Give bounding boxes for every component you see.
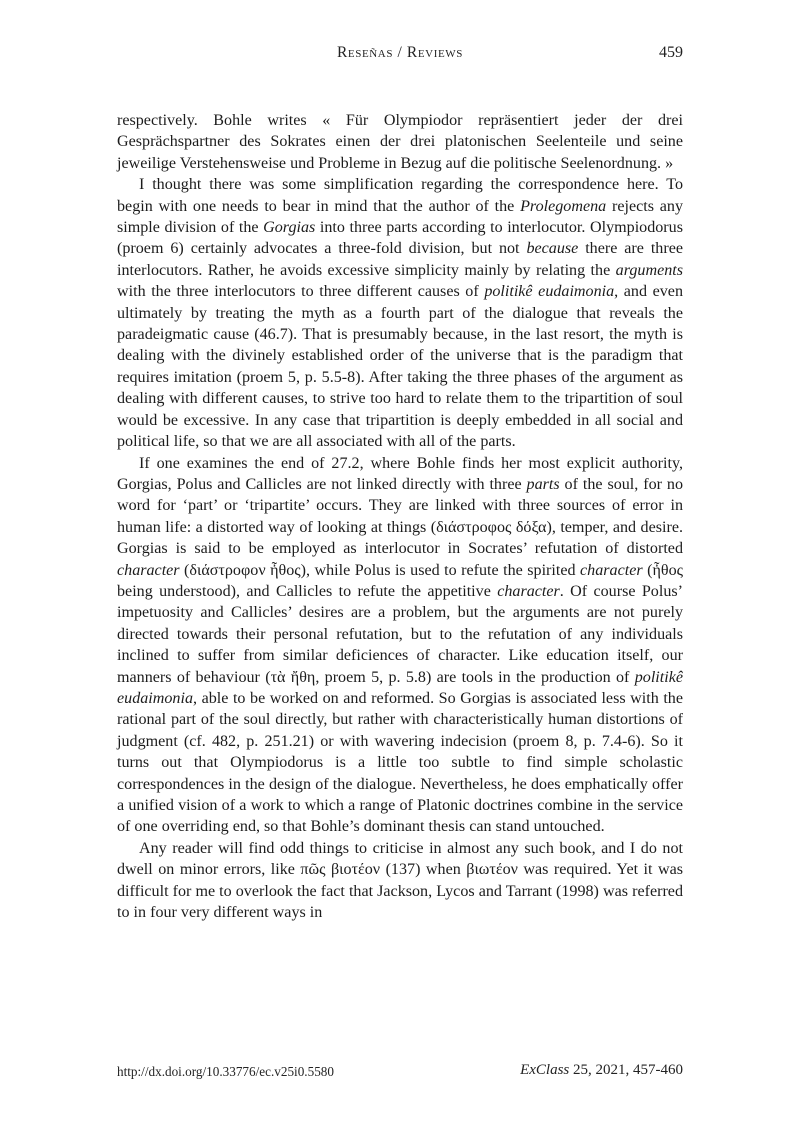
text-run: , able to be worked on and reformed. So Gorgias is associated less with the rational part of the soul directly, but rather with characteristically human distortions of judgment (cf. 482, p. 251.21) or with wavering indecision (proem 8, p. 7.4-6). So it turns out that Olympiodorus is a little too subtle to find simple scholastic correspondences in the design of the dialogue. Nevertheless, he does emphatically offer a unified vision of a work to which a range of Platonic doctrines combine in the service of one overriding end, so that Bohle’s dominant thesis can stand untouched. xyxy=(117,689,683,836)
text-run: Any reader will find odd things to criticise in almost any such book, and I do not dwell on minor errors, like πῶς βιοτέον (137) when βιωτέον was required. Yet it was difficult for me to overlook the fact that Jackson, Lycos and Tarrant (1998) was referred to in four very different ways in xyxy=(117,839,683,922)
body-text xyxy=(117,110,683,923)
italic-run: Gorgias xyxy=(263,219,316,237)
page-number: 459 xyxy=(659,44,683,61)
page-header xyxy=(117,44,683,66)
citation-rest: 25, 2021, 457-460 xyxy=(569,1062,683,1078)
paragraph xyxy=(117,110,683,174)
page-footer xyxy=(117,1062,683,1084)
italic-run: politikê eudaimonia xyxy=(117,668,683,707)
text-run: If one examines the end of 27.2, where Bohle finds her most explicit authority, Gorgias, Polus and Callicles are not linked directly with three xyxy=(117,454,683,493)
text-run: rejects any simple division of the xyxy=(117,197,683,237)
text-run: . Of course Polus’ impetuosity and Callicles’ desires are a problem, but the arguments are not purely directed towards their personal refutation, but to the refutation of any individuals inclined to suffer from similar deficiences of character. Like education itself, our manners of behaviour (τὰ ἤθη, proem 5, p. 5.8) are tools in the production of xyxy=(117,582,683,686)
paragraph xyxy=(117,838,683,924)
italic-run: because xyxy=(526,240,579,258)
text-run: (διάστροφον ἦθος), while Polus is used to refute the spirited xyxy=(179,561,581,579)
italic-run: politikê eudaimonia xyxy=(484,283,615,301)
running-title: Reseñas / Reviews xyxy=(336,44,464,61)
italic-run: character xyxy=(117,561,180,579)
italic-run: Prolegomena xyxy=(520,197,607,215)
doi-text: http://dx.doi.org/10.33776/ec.v25i0.5580 xyxy=(117,1064,334,1079)
italic-run: arguments xyxy=(615,261,683,279)
journal-name: ExClass xyxy=(520,1062,570,1078)
italic-run: character xyxy=(580,561,643,579)
text-run: I thought there was some simplification regarding the correspondence here. To begin with one needs to bear in mind that the author of the xyxy=(117,176,683,215)
journal-citation xyxy=(520,1062,683,1079)
text-run: of the soul, for no word for ‘part’ or ‘tripartite’ occurs. They are linked with three sources of error in human life: a distorted way of looking at things (διάστροφος δόξα), temper, and desire. Gorgias is said to be employed as interlocutor in Socrates’ refutation of distorted xyxy=(117,475,683,558)
text-run: with the three interlocutors to three different causes of xyxy=(117,283,485,301)
paragraph xyxy=(117,174,683,452)
paragraph xyxy=(117,453,683,838)
text-run: respectively. Bohle writes « Für Olympiodor repräsentiert jeder der drei Gesprächspartner des Sokrates einen der drei platonischen Seelenteile und seine jeweilige Verstehensweise und Probleme in Bezug auf die politische Seelenordnung. » xyxy=(117,112,683,172)
italic-run: character xyxy=(497,582,560,600)
text-run: , and even ultimately by treating the myth as a fourth part of the dialogue that reveals the paradeigmatic cause (46.7). That is presumably because, in the last resort, the myth is dealing with the divinely established order of the universe that is the paradigm that requires imitation (proem 5, p. 5.5-8). After taking the three phases of the argument as dealing with different causes, to strive too hard to relate them to the tripartition of soul would be excessive. In any case that tripartition is deeply embedded in all social and political life, so that we are all associated with all of the parts. xyxy=(117,283,683,451)
italic-run: parts xyxy=(526,475,560,493)
text-run: there are three interlocutors. Rather, he avoids excessive simplicity mainly by relating the xyxy=(117,240,683,279)
text-run: into three parts according to interlocutor. Olympiodorus (proem 6) certainly advocates a three-fold division, but not xyxy=(117,219,683,258)
text-run: (ἦθος being understood), and Callicles to refute the appetitive xyxy=(117,561,683,600)
